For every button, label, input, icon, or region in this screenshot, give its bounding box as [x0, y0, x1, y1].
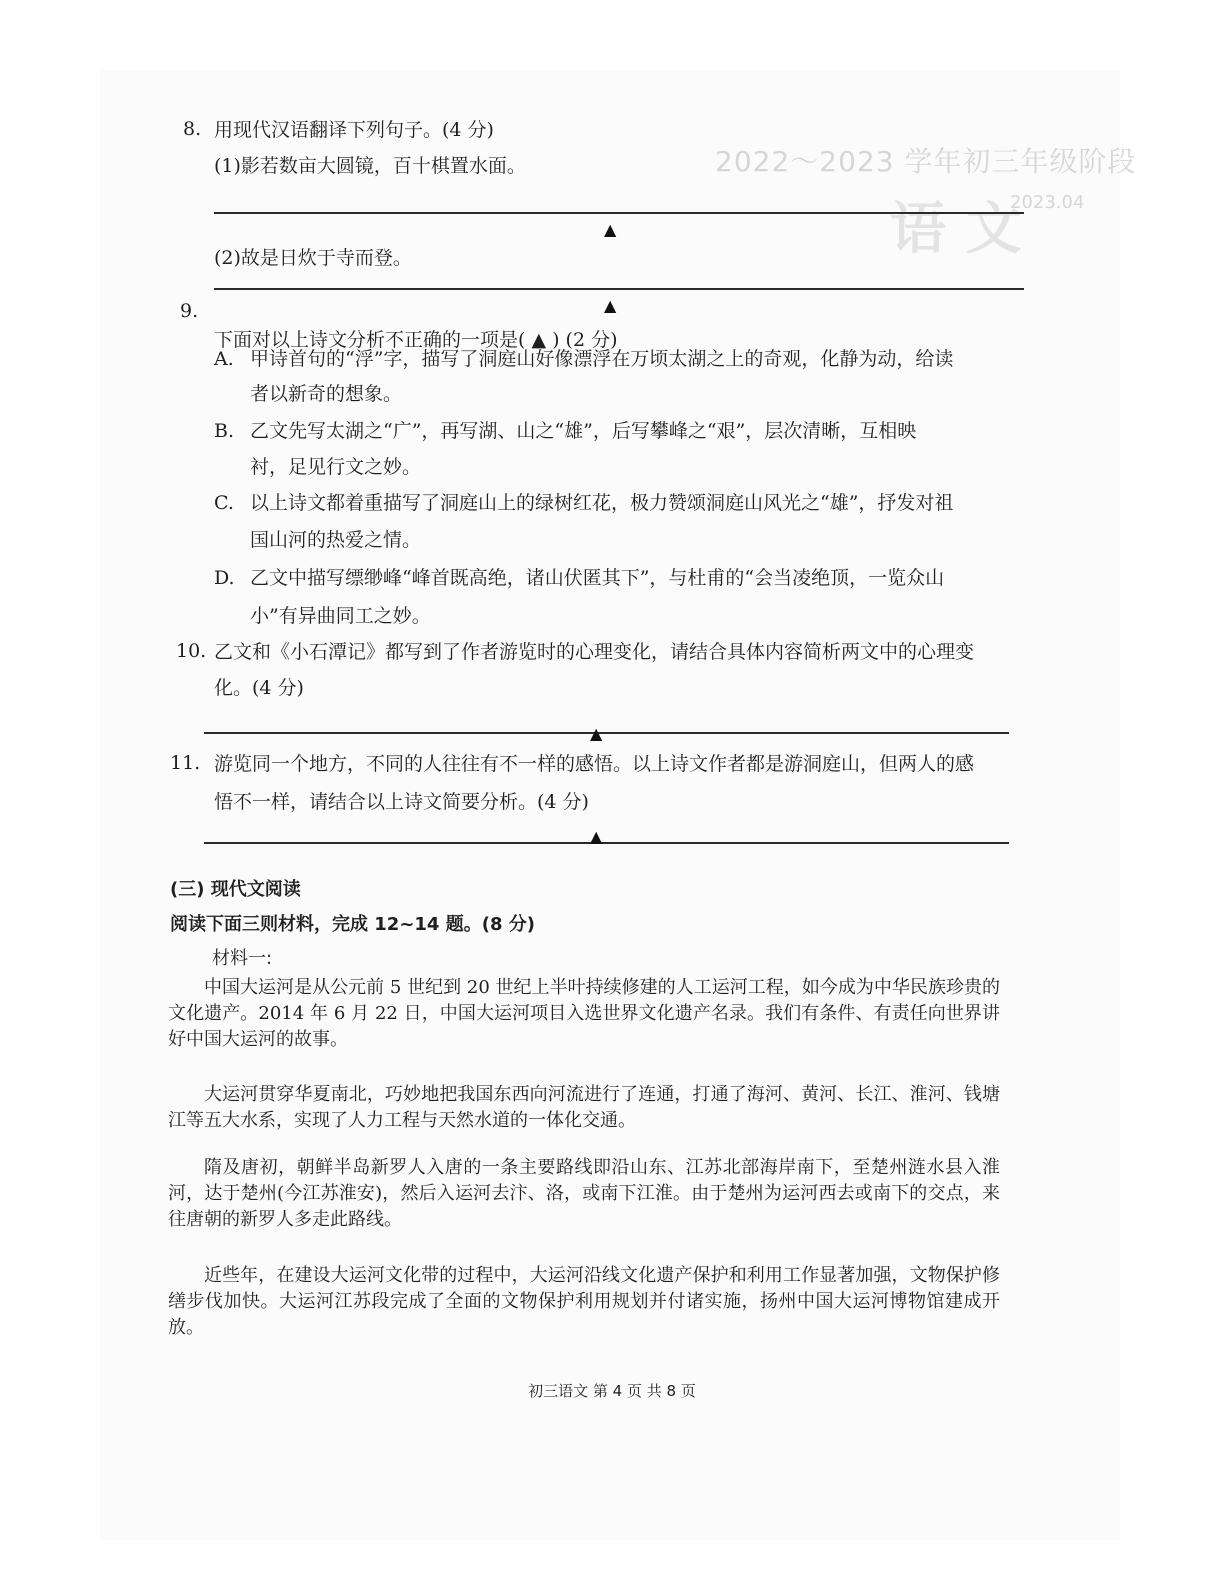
q9-number: 9.: [180, 300, 199, 322]
material-paragraph-4: 近些年，在建设大运河文化带的过程中，大运河沿线文化遗产保护和利用工作显著加强，文物保护修缮步伐加快。大运河江苏段完成了全面的文物保护利用规划并付诸实施，扬州中国大运河博物馆建成开放。: [168, 1265, 1000, 1338]
answer-mark-icon: ▲: [604, 220, 617, 239]
material-paragraph-1: 中国大运河是从公元前 5 世纪到 20 世纪上半叶持续修建的人工运河工程，如今成为中华民族珍贵的文化遗产。2014 年 6 月 22 日，中国大运河项目入选世界文化遗产名录。我们有条件、有责任向世界讲好中国大运河的故事。: [168, 977, 1000, 1050]
q11-line2: 悟不一样，请结合以上诗文简要分析。(4 分): [214, 791, 589, 813]
q8-answer-line-2[interactable]: [214, 288, 1024, 290]
section-instruction: 阅读下面三则材料，完成 12~14 题。(8 分): [170, 914, 535, 935]
q10-line1: 乙文和《小石潭记》都写到了作者游览时的心理变化，请结合具体内容简析两文中的心理变: [214, 641, 975, 663]
q8-number: 8.: [183, 118, 202, 140]
q9-option-a-key: A.: [214, 348, 234, 370]
q9-option-b-key: B.: [214, 420, 235, 442]
page-footer: 初三语文 第 4 页 共 8 页: [528, 1382, 696, 1400]
q9-option-d-key: D.: [214, 567, 235, 589]
q8-answer-line-1[interactable]: [214, 212, 1024, 214]
q8-sentence-2: (2)故是日炊于寺而登。: [214, 247, 412, 269]
material-label: 材料一:: [212, 948, 273, 969]
answer-mark-icon: ▲: [604, 296, 617, 315]
q9-option-c-line1: 以上诗文都着重描写了洞庭山上的绿树红花，极力赞颂洞庭山风光之“雄”，抒发对祖: [250, 492, 954, 514]
q9-option-b-line1: 乙文先写太湖之“广”，再写湖、山之“雄”，后写攀峰之“艰”，层次清晰，互相映: [250, 420, 917, 442]
q11-line1: 游览同一个地方，不同的人往往有不一样的感悟。以上诗文作者都是游洞庭山，但两人的感: [214, 753, 975, 775]
q9-option-d-line1: 乙文中描写缥缈峰“峰首既高绝，诸山伏匿其下”，与杜甫的“会当凌绝顶，一览众山: [250, 567, 945, 589]
bleed-through-subject: 语 文: [890, 197, 1022, 262]
section-title: (三) 现代文阅读: [170, 879, 301, 900]
q9-stem: 下面对以上诗文分析不正确的一项是( ▲ ) (2 分): [214, 329, 618, 351]
material-paragraph-2: 大运河贯穿华夏南北，巧妙地把我国东西向河流进行了连通，打通了海河、黄河、长江、淮河、钱塘江等五大水系，实现了人力工程与天然水道的一体化交通。: [168, 1084, 1000, 1131]
q9-option-c-key: C.: [214, 492, 234, 514]
answer-mark-icon: ▲: [590, 724, 603, 743]
q10-answer-line[interactable]: [204, 732, 1009, 734]
q10-line2: 化。(4 分): [214, 677, 304, 699]
q8-stem: 用现代汉语翻译下列句子。(4 分): [214, 119, 494, 141]
q11-number: 11.: [170, 752, 201, 774]
q11-answer-line[interactable]: [204, 842, 1009, 844]
q10-number: 10.: [176, 640, 207, 662]
material-paragraph-3: 隋及唐初，朝鲜半岛新罗人入唐的一条主要路线即沿山东、江苏北部海岸南下，至楚州涟水县入淮河，达于楚州(今江苏淮安)，然后入运河去汴、洛，或南下江淮。由于楚州为运河西去或南下的交点，来往唐朝的新罗人多走此路线。: [168, 1157, 1000, 1230]
q9-option-a-line1: 甲诗首句的“浮”字，描写了洞庭山好像漂浮在万顷太湖之上的奇观，化静为动，给读: [250, 348, 954, 370]
answer-mark-icon: ▲: [590, 827, 603, 846]
bleed-through-title: 2022～2023 学年初三年级阶段: [715, 145, 1137, 178]
bleed-through-date: 2023.04: [1010, 192, 1085, 213]
q8-sentence-1: (1)影若数亩大圆镜，百十棋置水面。: [214, 155, 526, 177]
q9-option-c-line2: 国山河的热爱之情。: [250, 529, 422, 551]
q9-option-b-line2: 衬，足见行文之妙。: [250, 456, 422, 478]
q9-option-d-line2: 小”有异曲同工之妙。: [250, 605, 431, 627]
q9-option-a-line2: 者以新奇的想象。: [250, 383, 403, 405]
